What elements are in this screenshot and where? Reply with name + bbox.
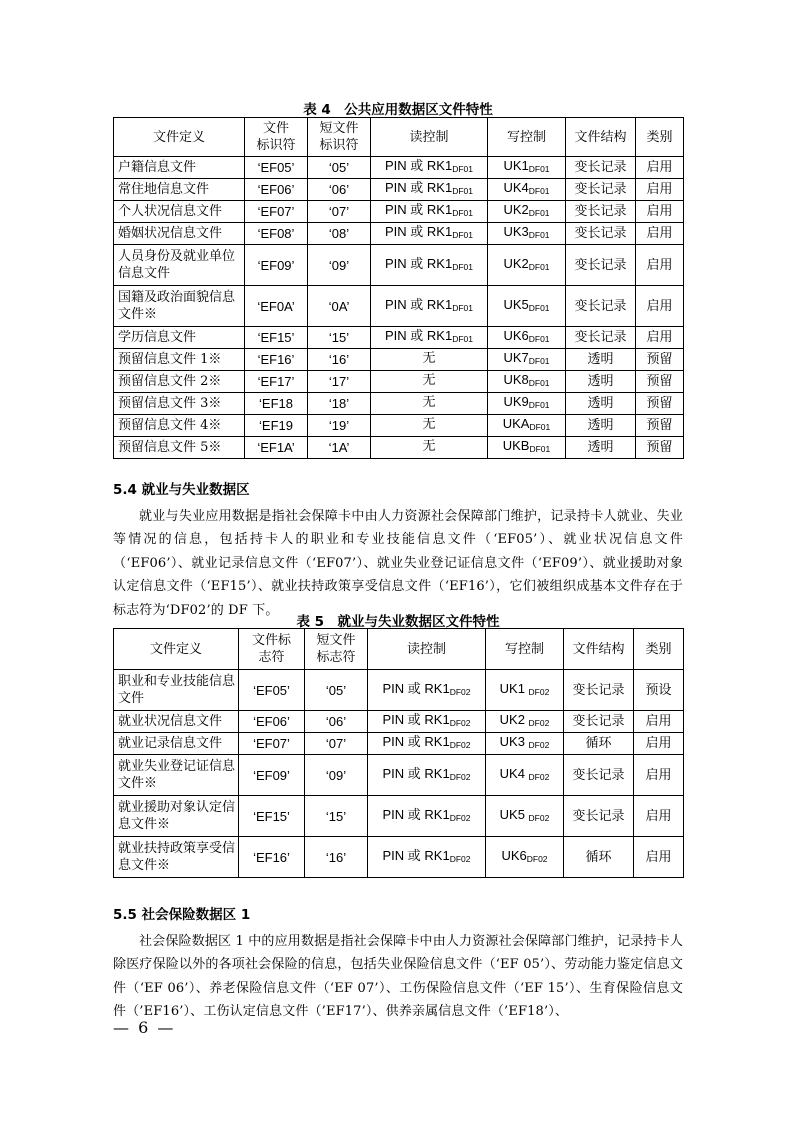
read-control-value: 无 [422, 438, 436, 453]
write-control-subscript: DF01 [528, 186, 550, 196]
file-identifier-cell: ‘EF15’ [239, 796, 305, 837]
file-structure-cell: 变长记录 [566, 286, 636, 327]
write-control-value: UK9 [503, 394, 529, 409]
file-definition-cell: 就业记录信息文件 [114, 733, 239, 755]
read-control-cell [371, 223, 488, 245]
read-control-cell [371, 349, 488, 371]
table-row [114, 755, 684, 796]
write-control-value: UKB [502, 438, 530, 453]
write-control-subscript: DF02 [528, 740, 550, 750]
read-control-subscript: DF02 [449, 812, 471, 823]
table4-header-row [114, 118, 684, 157]
table-row [114, 733, 684, 755]
write-control-value: UKA [502, 416, 530, 431]
file-structure-cell: 变长记录 [566, 223, 636, 245]
write-control-subscript: DF01 [528, 400, 550, 410]
table-row [114, 711, 684, 733]
write-control-subscript: DF01 [528, 334, 550, 344]
file-structure-cell: 透明 [566, 349, 636, 371]
file-identifier-cell: ‘EF0A’ [245, 286, 308, 327]
table4 [113, 117, 684, 459]
table-row [114, 393, 684, 415]
file-identifier-cell: ‘EF16’ [239, 837, 305, 878]
file-identifier-cell: ‘EF05’ [245, 157, 308, 179]
read-control-value: PIN 或 RK1 [382, 712, 450, 727]
read-control-cell [368, 733, 486, 755]
table-row [114, 349, 684, 371]
table5-header-cell: 短文件 标志符 [305, 629, 368, 670]
short-file-identifier-cell: ‘07’ [305, 733, 368, 755]
table5-header-cell: 类别 [634, 629, 684, 670]
file-identifier-cell: ‘EF1A’ [245, 437, 308, 459]
write-control-cell [488, 179, 566, 201]
category-cell: 启用 [636, 179, 684, 201]
write-control-value: UK5 [503, 296, 529, 312]
file-structure-cell: 变长记录 [566, 245, 636, 286]
file-identifier-cell: ‘EF19 [245, 415, 308, 437]
table4-header-cell: 文件定义 [114, 118, 245, 157]
read-control-cell [371, 437, 488, 459]
short-file-identifier-cell: ‘16’ [305, 837, 368, 878]
read-control-cell [368, 670, 486, 711]
table-row [114, 157, 684, 179]
read-control-value: PIN 或 RK1 [385, 224, 453, 239]
table4-header-cell: 写控制 [488, 118, 566, 157]
table-row [114, 415, 684, 437]
file-identifier-cell: ‘EF08’ [245, 223, 308, 245]
file-identifier-cell: ‘EF07’ [245, 201, 308, 223]
write-control-value: UK2 [503, 255, 529, 271]
table4-header-cell: 文件 标识符 [245, 118, 308, 157]
table4-header-cell: 读控制 [371, 118, 488, 157]
file-structure-cell: 变长记录 [564, 670, 634, 711]
write-control-cell [488, 201, 566, 223]
table4-header-cell: 类别 [636, 118, 684, 157]
read-control-subscript: DF01 [452, 230, 473, 240]
file-definition-cell: 常住地信息文件 [114, 179, 245, 201]
write-control-cell [488, 157, 566, 179]
read-control-subscript: DF01 [452, 208, 473, 218]
write-control-subscript: DF01 [528, 378, 550, 388]
category-cell: 启用 [636, 245, 684, 286]
category-cell: 预留 [636, 437, 684, 459]
table-row [114, 837, 684, 878]
file-definition-cell: 户籍信息文件 [114, 157, 245, 179]
read-control-value: PIN 或 RK1 [382, 734, 450, 749]
file-definition-cell: 人员身份及就业单位信息文件 [114, 245, 245, 286]
table4-caption: 表 4 公共应用数据区文件特性 [303, 102, 493, 118]
table-row [114, 437, 684, 459]
category-cell: 启用 [636, 201, 684, 223]
read-control-subscript: DF02 [449, 718, 471, 728]
read-control-cell [371, 245, 488, 286]
file-definition-cell: 职业和专业技能信息文件 [114, 670, 239, 711]
category-cell: 启用 [636, 286, 684, 327]
write-control-value: UK6 [501, 847, 527, 863]
write-control-subscript: DF02 [528, 771, 550, 782]
table5 [113, 628, 684, 878]
category-cell: 启用 [634, 733, 684, 755]
category-cell: 预留 [636, 349, 684, 371]
read-control-value: 无 [422, 372, 436, 387]
file-structure-cell: 变长记录 [566, 179, 636, 201]
read-control-value: PIN 或 RK1 [385, 296, 453, 312]
write-control-cell [486, 711, 564, 733]
read-control-cell [371, 286, 488, 327]
write-control-subscript: DF01 [529, 422, 551, 432]
read-control-cell [371, 393, 488, 415]
file-definition-cell: 预留信息文件 3※ [114, 393, 245, 415]
file-structure-cell: 透明 [566, 371, 636, 393]
short-file-identifier-cell: ‘19’ [308, 415, 371, 437]
short-file-identifier-cell: ‘16’ [308, 349, 371, 371]
file-structure-cell: 变长记录 [564, 755, 634, 796]
read-control-cell [371, 157, 488, 179]
write-control-value: UK4 [503, 180, 529, 195]
table5-header-cell: 文件结构 [564, 629, 634, 670]
file-definition-cell: 预留信息文件 1※ [114, 349, 245, 371]
file-structure-cell: 透明 [566, 437, 636, 459]
category-cell: 启用 [634, 796, 684, 837]
category-cell: 预留 [636, 393, 684, 415]
write-control-value: UK1 [499, 680, 529, 696]
table5-body [114, 629, 684, 878]
short-file-identifier-cell: ‘05’ [305, 670, 368, 711]
read-control-cell [371, 371, 488, 393]
write-control-cell [486, 837, 564, 878]
category-cell: 启用 [636, 327, 684, 349]
table-row [114, 223, 684, 245]
write-control-subscript: DF02 [528, 686, 550, 697]
section-5-4-heading: 5.4 就业与失业数据区 [113, 482, 250, 498]
file-definition-cell: 学历信息文件 [114, 327, 245, 349]
file-structure-cell: 变长记录 [564, 796, 634, 837]
read-control-value: PIN 或 RK1 [385, 328, 453, 343]
read-control-subscript: DF02 [449, 740, 471, 750]
read-control-value: PIN 或 RK1 [385, 158, 453, 173]
category-cell: 预留 [636, 415, 684, 437]
read-control-value: PIN 或 RK1 [382, 680, 450, 696]
table-row [114, 670, 684, 711]
read-control-cell [371, 201, 488, 223]
file-identifier-cell: ‘EF06’ [239, 711, 305, 733]
write-control-value: UK3 [499, 734, 529, 749]
write-control-cell [488, 393, 566, 415]
file-identifier-cell: ‘EF18 [245, 393, 308, 415]
read-control-subscript: DF01 [452, 186, 473, 196]
read-control-subscript: DF01 [452, 164, 473, 174]
file-definition-cell: 婚姻状况信息文件 [114, 223, 245, 245]
table-row [114, 179, 684, 201]
file-structure-cell: 变长记录 [566, 201, 636, 223]
file-identifier-cell: ‘EF16’ [245, 349, 308, 371]
read-control-cell [371, 179, 488, 201]
page-number: — 6 — [113, 1018, 176, 1037]
file-definition-cell: 就业扶持政策享受信息文件※ [114, 837, 239, 878]
short-file-identifier-cell: ‘15’ [308, 327, 371, 349]
table-row [114, 796, 684, 837]
table5-header-cell: 文件定义 [114, 629, 239, 670]
write-control-cell [486, 670, 564, 711]
category-cell: 预设 [634, 670, 684, 711]
write-control-cell [488, 349, 566, 371]
write-control-subscript: DF01 [528, 230, 550, 240]
short-file-identifier-cell: ‘1A’ [308, 437, 371, 459]
file-definition-cell: 预留信息文件 4※ [114, 415, 245, 437]
write-control-value: UK5 [499, 806, 529, 822]
short-file-identifier-cell: ‘09’ [308, 245, 371, 286]
file-definition-cell: 就业援助对象认定信息文件※ [114, 796, 239, 837]
category-cell: 启用 [636, 157, 684, 179]
file-definition-cell: 就业状况信息文件 [114, 711, 239, 733]
write-control-cell [486, 755, 564, 796]
read-control-value: 无 [422, 416, 436, 431]
read-control-cell [371, 415, 488, 437]
file-identifier-cell: ‘EF17’ [245, 371, 308, 393]
table-row [114, 286, 684, 327]
short-file-identifier-cell: ‘07’ [308, 201, 371, 223]
table-row [114, 371, 684, 393]
file-structure-cell: 透明 [566, 393, 636, 415]
file-structure-cell: 循环 [564, 837, 634, 878]
table4-header-cell: 短文件 标识符 [308, 118, 371, 157]
file-identifier-cell: ‘EF09’ [245, 245, 308, 286]
short-file-identifier-cell: ‘06’ [308, 179, 371, 201]
read-control-cell [368, 837, 486, 878]
write-control-cell [488, 415, 566, 437]
file-definition-cell: 国籍及政治面貌信息文件※ [114, 286, 245, 327]
section-5-5-paragraph: 社会保险数据区 1 中的应用数据是指社会保障卡中由人力资源社会保障部门维护，记录持卡人除医疗保险以外的各项社会保险的信息，包括失业保险信息文件（‘EF 05’）、劳动能力鉴定信息文件（‘EF 06’）、养老保险信息文件（‘EF 07’）、工伤保险信息文件（‘EF 15’）、生育保险信息文件（’EF16’）、工伤认定信息文件（’EF17’）、供养亲属信息文件（’EF18’）、 [113, 934, 683, 1020]
write-control-subscript: DF01 [528, 164, 550, 174]
read-control-value: PIN 或 RK1 [382, 847, 450, 863]
read-control-subscript: DF01 [452, 261, 473, 272]
table4-header-cell: 文件结构 [566, 118, 636, 157]
short-file-identifier-cell: ‘18’ [308, 393, 371, 415]
short-file-identifier-cell: ‘06’ [305, 711, 368, 733]
write-control-cell [488, 245, 566, 286]
read-control-value: PIN 或 RK1 [385, 202, 453, 217]
table5-header-cell: 读控制 [368, 629, 486, 670]
table5-caption: 表 5 就业与失业数据区文件特性 [296, 614, 500, 630]
file-definition-cell: 个人状况信息文件 [114, 201, 245, 223]
short-file-identifier-cell: ‘17’ [308, 371, 371, 393]
read-control-subscript: DF02 [449, 771, 471, 782]
category-cell: 启用 [634, 711, 684, 733]
file-identifier-cell: ‘EF15’ [245, 327, 308, 349]
short-file-identifier-cell: ‘15’ [305, 796, 368, 837]
file-definition-cell: 预留信息文件 5※ [114, 437, 245, 459]
read-control-cell [368, 711, 486, 733]
read-control-value: PIN 或 RK1 [385, 180, 453, 195]
category-cell: 启用 [634, 755, 684, 796]
file-structure-cell: 变长记录 [566, 327, 636, 349]
write-control-cell [488, 223, 566, 245]
category-cell: 启用 [634, 837, 684, 878]
read-control-subscript: DF01 [452, 302, 473, 313]
category-cell: 启用 [636, 223, 684, 245]
short-file-identifier-cell: ‘08’ [308, 223, 371, 245]
table5-header-cell: 文件标 志符 [239, 629, 305, 670]
table5-header-cell: 写控制 [486, 629, 564, 670]
write-control-value: UK8 [503, 372, 529, 387]
category-cell: 预留 [636, 371, 684, 393]
write-control-subscript: DF02 [528, 812, 550, 823]
write-control-value: UK4 [499, 765, 529, 781]
read-control-subscript: DF01 [452, 334, 473, 344]
file-structure-cell: 循环 [564, 733, 634, 755]
read-control-value: PIN 或 RK1 [385, 255, 453, 271]
read-control-value: 无 [422, 394, 436, 409]
file-structure-cell: 变长记录 [566, 157, 636, 179]
table5-header-row [114, 629, 684, 670]
write-control-subscript: DF02 [528, 718, 550, 728]
read-control-value: PIN 或 RK1 [382, 806, 450, 822]
file-identifier-cell: ‘EF07’ [239, 733, 305, 755]
write-control-cell [488, 327, 566, 349]
table4-body [114, 118, 684, 459]
file-definition-cell: 就业失业登记证信息文件※ [114, 755, 239, 796]
table-row [114, 245, 684, 286]
section-5-5-heading: 5.5 社会保险数据区 1 [113, 907, 251, 923]
write-control-cell [486, 733, 564, 755]
read-control-cell [371, 327, 488, 349]
file-structure-cell: 透明 [566, 415, 636, 437]
write-control-subscript: DF01 [528, 302, 550, 313]
write-control-subscript: DF02 [526, 853, 548, 864]
read-control-value: 无 [422, 350, 436, 365]
table-row [114, 327, 684, 349]
read-control-subscript: DF02 [449, 853, 471, 864]
read-control-cell [368, 796, 486, 837]
write-control-subscript: DF01 [528, 261, 550, 272]
table-row [114, 201, 684, 223]
short-file-identifier-cell: ‘0A’ [308, 286, 371, 327]
short-file-identifier-cell: ‘05’ [308, 157, 371, 179]
file-identifier-cell: ‘EF09’ [239, 755, 305, 796]
write-control-cell [488, 437, 566, 459]
write-control-value: UK3 [503, 224, 529, 239]
read-control-subscript: DF02 [449, 686, 471, 697]
section-5-4-paragraph: 就业与失业应用数据是指社会保障卡中由人力资源社会保障部门维护，记录持卡人就业、失业等情况的信息，包括持卡人的职业和专业技能信息文件（‘EF05’）、就业状况信息文件（‘EF06’）、就业记录信息文件（‘EF07’）、就业失业登记证信息文件（‘EF09’）、就业援助对象认定信息文件（‘EF15’）、就业扶持政策享受信息文件（‘EF16’），它们被组织成基本文件存在于标志符为‘DF02’的 DF 下。 [113, 509, 683, 618]
write-control-subscript: DF01 [528, 356, 550, 366]
short-file-identifier-cell: ‘09’ [305, 755, 368, 796]
file-identifier-cell: ‘EF05’ [239, 670, 305, 711]
write-control-value: UK6 [503, 328, 529, 343]
write-control-subscript: DF01 [528, 208, 550, 218]
file-identifier-cell: ‘EF06’ [245, 179, 308, 201]
write-control-subscript: DF01 [529, 444, 551, 454]
write-control-value: UK2 [503, 202, 529, 217]
read-control-value: PIN 或 RK1 [382, 765, 450, 781]
read-control-cell [368, 755, 486, 796]
write-control-value: UK2 [499, 712, 529, 727]
write-control-value: UK1 [503, 158, 529, 173]
write-control-value: UK7 [503, 350, 529, 365]
write-control-cell [488, 286, 566, 327]
write-control-cell [486, 796, 564, 837]
file-structure-cell: 变长记录 [564, 711, 634, 733]
write-control-cell [488, 371, 566, 393]
file-definition-cell: 预留信息文件 2※ [114, 371, 245, 393]
